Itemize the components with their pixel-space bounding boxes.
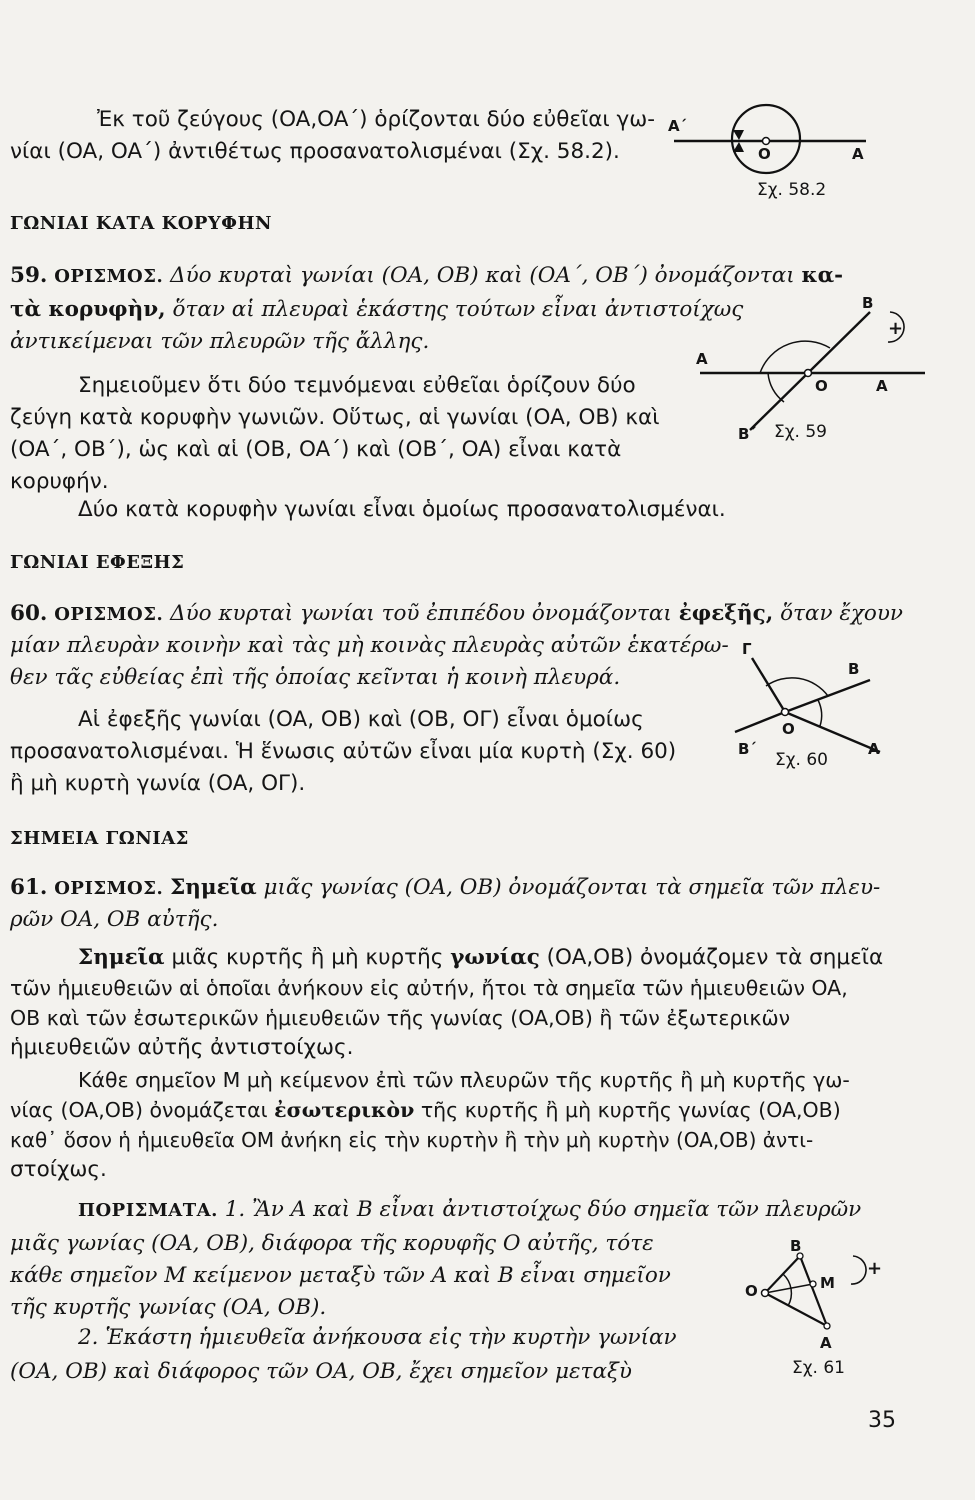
fig61-label-m: M: [820, 1274, 835, 1292]
fig58-label-o: O: [758, 145, 771, 163]
p59-line-4: Σημειοῦμεν ὅτι δύο τεμνόμεναι εὐθεῖαι ὁρίζουν δύο: [78, 373, 636, 398]
fig60-label-b: B: [848, 660, 860, 678]
fig59-angle-arc: [760, 341, 830, 373]
intro-line-2: νίαι (OA, OA΄) ἀντιθέτως προσανατολισμέναι (Σχ. 58.2).: [10, 139, 620, 164]
p59-line-3: ἀντικείμεναι τῶν πλευρῶν τῆς ἄλλης.: [10, 329, 430, 354]
fig58-arrowhead-2: [733, 142, 744, 152]
p61-p3-line-1: Κάθε σημεῖον M μὴ κείμενον ἐπὶ τῶν πλευρῶν τῆς κυρτῆς ἢ μὴ κυρτῆς γω-: [78, 1068, 850, 1092]
p61-p2-line-3: OB καὶ τῶν ἐσωτερικῶν ἡμιευθειῶν τῆς γωνίας (OA,OB) ἢ τῶν ἐξωτερικῶν: [10, 1006, 791, 1030]
p60-tail-1: ὅταν ἔχουν: [780, 601, 904, 626]
p61-p3-line-4: στοίχως.: [10, 1157, 107, 1182]
fig59-vertex: [805, 370, 812, 377]
fig59-caption: Σχ. 59: [774, 422, 828, 442]
intro-line-1: Ἐκ τοῦ ζεύγους (OA,OA΄) ὁρίζονται δύο εὐθεῖαι γω-: [97, 107, 656, 132]
fig59-label-b-prime: B΄: [738, 425, 757, 443]
fig59-label-b: B: [862, 294, 874, 312]
fig58-vertex: [763, 138, 770, 145]
fig60-ray-ob-prime: [735, 712, 785, 732]
fig60-ray-oa: [785, 712, 880, 752]
fig59-label-a-right: A: [876, 377, 888, 395]
p59-number: 59.: [10, 263, 48, 288]
fig61-label-a: A: [820, 1334, 832, 1352]
p59-line-7: κορυφήν.: [10, 469, 109, 494]
p61-line-1: [10, 872, 880, 905]
fig59-label-o: O: [815, 377, 828, 395]
p61-text-1: μιᾶς γωνίας (OA, OB) ὀνομάζονται τὰ σημεῖα τῶν πλευ-: [263, 875, 881, 900]
p60-bold-1: ἐφεξῆς,: [678, 601, 774, 626]
fig61-label-plus: +: [867, 1258, 883, 1279]
fig59-label-plus: +: [888, 318, 904, 339]
p60-number: 60.: [10, 601, 48, 626]
section-heading-angle-points: ΣΗΜΕΙΑ ΓΩΝΙΑΣ: [10, 828, 189, 849]
p60-line-4: Αἱ ἐφεξῆς γωνίαι (OA, OB) καὶ (OB, OΓ) εἶναι ὁμοίως: [78, 707, 644, 732]
p61-p2-bold-1: Σημεῖα: [78, 945, 165, 970]
page-number: 35: [868, 1408, 896, 1433]
fig61-point-m: [810, 1281, 816, 1287]
p61-p2-line-1: [78, 942, 883, 974]
fig61-label-o: O: [745, 1282, 758, 1300]
p61-p2-bold-2: γωνίας: [450, 945, 540, 970]
p61-p3-bold: ἐσωτερικὸν: [274, 1098, 415, 1122]
p59-text-2: ὅταν αἱ πλευραὶ ἑκάστης τούτων εἶναι ἀντιστοίχως: [172, 297, 744, 322]
fig61-rotation-arrow: [851, 1256, 866, 1284]
p59-line-1: [10, 260, 843, 293]
p59-line-5: ζεύγη κατὰ κορυφὴν γωνιῶν. Οὕτως, αἱ γωνίαι (OA, OB) καὶ: [10, 405, 660, 430]
fig58-label-a: A: [852, 145, 864, 163]
fig60-angle-arc-2: [766, 678, 828, 696]
p61-p2-tail: (OA,OB) ὀνομάζομεν τὰ σημεῖα: [546, 945, 884, 970]
p59-bold-1: κα-: [801, 263, 844, 288]
p60-line-6: ἢ μὴ κυρτὴ γωνία (OA, OΓ).: [10, 771, 306, 796]
p59-line-8: Δύο κατὰ κορυφὴν γωνίαι εἶναι ὁμοίως προσανατολισμέναι.: [78, 497, 726, 522]
por-text-1: 1. Ἂν A καὶ B εἶναι ἀντιστοίχως δύο σημεῖα τῶν πλευρῶν: [224, 1197, 862, 1222]
p60-line-3: θεν τᾶς εὐθείας ἐπὶ τῆς ὁποίας κεῖνται ἡ κοινὴ πλευρά.: [10, 665, 621, 690]
por-line-3: κάθε σημεῖον M κείμενον μεταξὺ τῶν A καὶ B εἶναι σημεῖον: [10, 1263, 671, 1288]
p60-text-1: Δύο κυρταὶ γωνίαι τοῦ ἐπιπέδου ὀνομάζονται: [170, 601, 672, 626]
figure-59: [690, 290, 925, 440]
por-term: ΠΟΡΙΣΜΑΤΑ.: [78, 1200, 218, 1221]
p61-line-2: ρῶν OA, OB αὐτῆς.: [10, 907, 219, 932]
p61-bold-1: Σημεῖα: [170, 875, 257, 900]
fig58-label-a-prime: A΄: [668, 117, 687, 135]
p59-bold-2: τὰ κορυφὴν,: [10, 297, 166, 322]
section-heading-adjacent-angles: ΓΩΝΙΑΙ ΕΦΕΞΗΣ: [10, 552, 185, 573]
fig60-caption: Σχ. 60: [775, 750, 829, 770]
p61-term: ΟΡΙΣΜΟΣ.: [54, 878, 164, 899]
por-line-5: 2. Ἑκάστη ἡμιευθεῖα ἀνήκουσα εἰς τὴν κυρτὴν γωνίαν: [78, 1325, 677, 1350]
p61-number: 61.: [10, 875, 48, 900]
p61-p2-line-4: ἡμιευθειῶν αὐτῆς ἀντιστοίχως.: [10, 1035, 354, 1060]
fig61-label-b: B: [790, 1237, 802, 1255]
p59-line-6: (OA΄, OB΄), ὡς καὶ αἱ (OB, OA΄) καὶ (OB΄, OA) εἶναι κατὰ: [10, 437, 622, 462]
p60-line-1: [10, 598, 903, 631]
p60-line-2: μίαν πλευρὰν κοινὴν καὶ τὰς μὴ κοινὰς πλευρὰς αὐτῶν ἑκατέρω-: [10, 633, 729, 658]
fig61-caption: Σχ. 61: [792, 1358, 846, 1378]
por-line-2: μιᾶς γωνίας (OA, OB), διάφορα τῆς κορυφῆς O αὐτῆς, τότε: [10, 1231, 654, 1256]
fig58-caption: Σχ. 58.2: [757, 180, 827, 200]
fig60-angle-arc-1: [818, 700, 822, 726]
fig60-label-g: Γ: [742, 640, 752, 658]
p61-p3-line-2: [10, 1094, 841, 1126]
fig58-arrowhead: [733, 130, 744, 140]
p61-p3-line-3: καθ᾽ ὅσον ἡ ἡμιευθεῖα OM ἀνήκη εἰς τὴν κυρτὴν ἢ τὴν μὴ κυρτὴν (OA,OB) ἀντι-: [10, 1128, 814, 1152]
p59-line-2: [10, 294, 743, 326]
p59-text-1: Δύο κυρταὶ γωνίαι (OA, OB) καὶ (OA΄, OB΄) ὀνομάζονται: [170, 263, 795, 288]
fig60-label-o: O: [782, 720, 795, 738]
section-heading-vertical-angles: ΓΩΝΙΑΙ ΚΑΤΑ ΚΟΡΥΦΗΝ: [10, 213, 272, 234]
por-line-6: (OA, OB) καὶ διάφορος τῶν OA, OB, ἔχει σημεῖον μεταξὺ: [10, 1359, 632, 1384]
fig61-vertex: [762, 1290, 769, 1297]
por-line-1: [78, 1194, 861, 1227]
por-line-4: τῆς κυρτῆς γωνίας (OA, OB).: [10, 1295, 327, 1320]
fig60-vertex: [782, 709, 789, 716]
fig60-label-a: A: [868, 740, 880, 758]
p61-p3-text-a: νίας (OA,OB) ὀνομάζεται: [10, 1098, 268, 1122]
fig59-label-a-left: A: [696, 350, 708, 368]
p60-term: ΟΡΙΣΜΟΣ.: [54, 604, 164, 625]
p61-p2-line-2: τῶν ἡμιευθειῶν αἱ ὁποῖαι ἀνήκουν εἰς αὐτήν, ἤτοι τὰ σημεῖα τῶν ἡμιευθειῶν OA,: [10, 976, 848, 1000]
fig60-label-b-prime: B΄: [738, 740, 757, 758]
p61-p2-mid: μιᾶς κυρτῆς ἢ μὴ κυρτῆς: [171, 945, 444, 970]
p59-term: ΟΡΙΣΜΟΣ.: [54, 266, 164, 287]
p61-p3-text-b: τῆς κυρτῆς ἢ μὴ κυρτῆς γωνίας (OA,OB): [420, 1098, 841, 1122]
fig61-ray-oa: [765, 1293, 827, 1326]
p60-line-5: προσανατολισμέναι. Ἡ ἕνωσις αὐτῶν εἶναι μία κυρτὴ (Σχ. 60): [10, 739, 677, 764]
fig61-point-a: [824, 1323, 830, 1329]
